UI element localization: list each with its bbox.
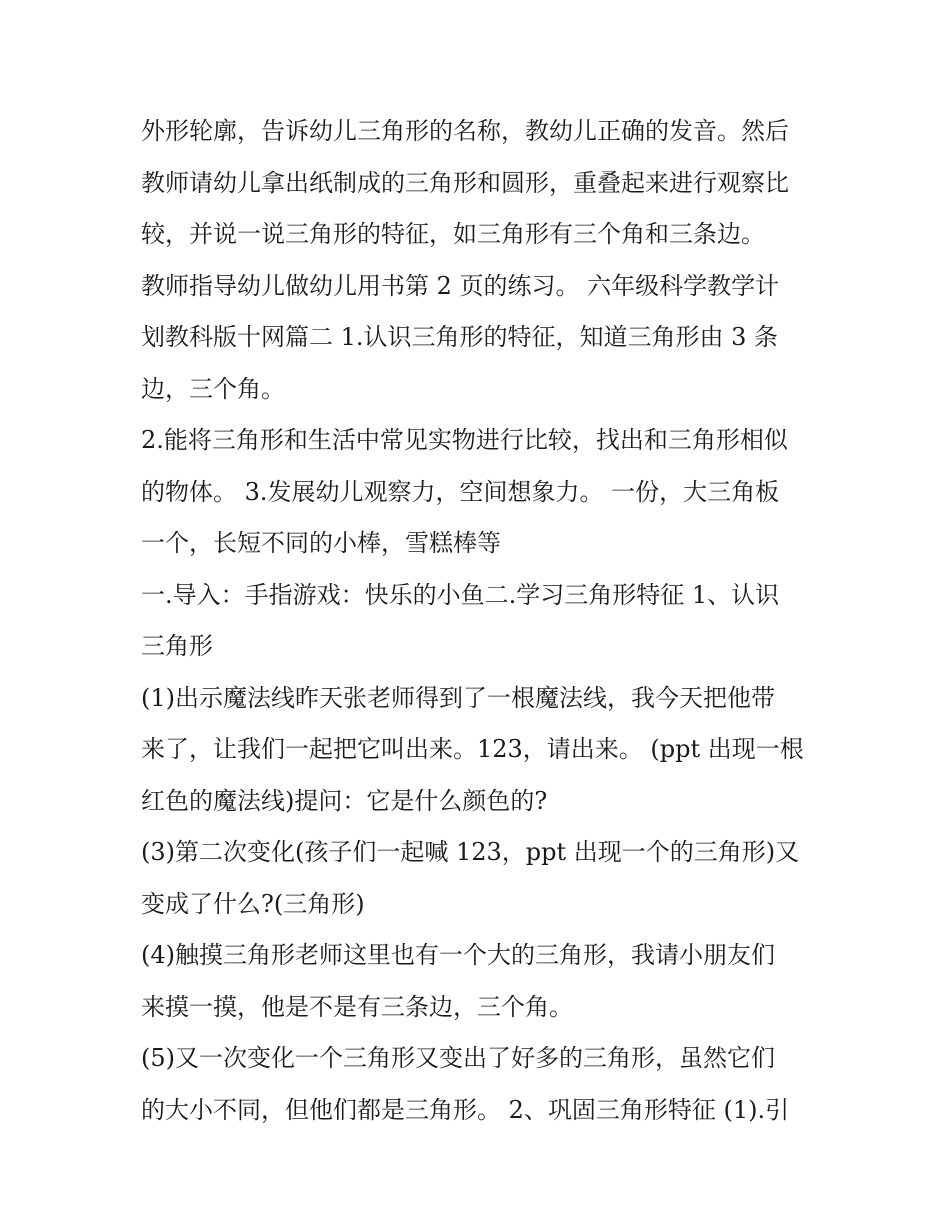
text-line: (1)出示魔法线昨天张老师得到了一根魔法线，我今天把他带 <box>141 683 775 712</box>
text-line: 的物体。 3.发展幼儿观察力，空间想象力。 一份，大三角板 <box>141 477 780 506</box>
text-line: 边，三个角。 <box>141 374 285 403</box>
text-line: 教师请幼儿拿出纸制成的三角形和圆形，重叠起来进行观察比 <box>141 168 789 197</box>
body-text <box>141 106 821 1136</box>
text-line: 一个，长短不同的小棒，雪糕棒等 <box>141 529 501 557</box>
text-line: 来摸一摸，他是不是有三条边，三个角。 <box>141 992 573 1021</box>
text-line: (3)第二次变化(孩子们一起喊 123，ppt 出现一个的三角形)又 <box>141 838 800 866</box>
text-line: 变成了什么?(三角形) <box>141 889 365 918</box>
text-line: 划教科版十网篇二 1.认识三角形的特征，知道三角形由 3 条 <box>141 323 779 351</box>
text-line: (4)触摸三角形老师这里也有一个大的三角形，我请小朋友们 <box>141 941 775 969</box>
text-line: 来了，让我们一起把它叫出来。123，请出来。 (ppt 出现一根 <box>141 735 804 763</box>
text-line: 红色的魔法线)提问：它是什么颜色的? <box>141 786 548 815</box>
text-line: 教师指导幼儿做幼儿用书第 2 页的练习。 六年级科学教学计 <box>141 271 780 300</box>
text-line: 的大小不同，但他们都是三角形。 2、巩固三角形特征 (1).引 <box>141 1095 790 1124</box>
text-line: (5)又一次变化一个三角形又变出了好多的三角形，虽然它们 <box>141 1044 775 1072</box>
text-line: 较，并说一说三角形的特征，如三角形有三个角和三条边。 <box>141 220 765 248</box>
text-line: 三角形 <box>141 632 213 660</box>
text-line: 2.能将三角形和生活中常见实物进行比较，找出和三角形相似 <box>141 426 788 454</box>
text-line: 一.导入：手指游戏：快乐的小鱼二.学习三角形特征 1、认识 <box>141 580 780 609</box>
text-line: 外形轮廓，告诉幼儿三角形的名称，教幼儿正确的发音。然后 <box>141 117 789 145</box>
